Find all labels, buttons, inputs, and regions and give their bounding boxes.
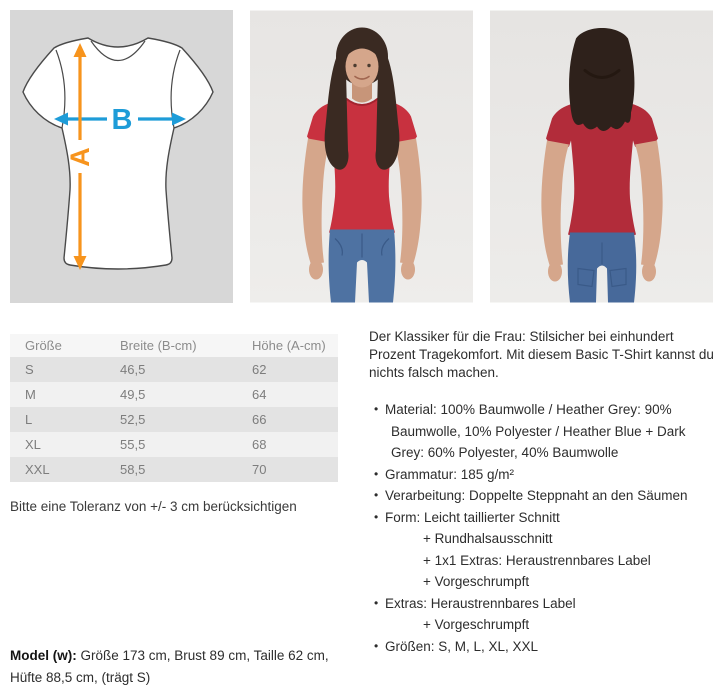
size-table-cell: S [25, 362, 34, 377]
model-front-illustration [250, 10, 473, 303]
size-table-cell: 46,5 [120, 362, 146, 377]
model-photo-back [490, 10, 713, 303]
size-table-header-row [10, 334, 338, 357]
model-info-label: Model (w): [10, 647, 77, 663]
size-table-row [10, 432, 338, 457]
feature-text: Grammatur: 185 g/m² [385, 466, 515, 482]
model-back-illustration [490, 10, 713, 303]
size-table-cell: 66 [252, 412, 267, 427]
feature-text: Form: Leicht taillierter Schnitt [385, 509, 560, 525]
size-table-cell: 52,5 [120, 412, 146, 427]
size-table [10, 334, 338, 482]
sub-feature-text: + Vorgeschrumpft [423, 574, 530, 589]
size-table-cell: 62 [252, 362, 267, 377]
sub-feature-text: + Vorgeschrumpft [423, 617, 530, 632]
size-table-cell: 49,5 [120, 387, 146, 402]
size-table-row [10, 407, 338, 432]
model-info-details: Größe 173 cm, Brust 89 cm, Taille 62 cm, Hüfte 88,5 cm, (trägt S) [10, 647, 329, 685]
product-description [369, 328, 715, 657]
height-label: A [65, 147, 95, 167]
feature-item [369, 399, 715, 464]
size-column-header: Breite (B-cm) [120, 334, 252, 357]
feature-item [369, 636, 715, 658]
size-table-cell: 55,5 [120, 437, 146, 452]
feature-text: Verarbeitung: Doppelte Steppnaht an den Säumen [385, 488, 688, 503]
model-photo-front [250, 10, 473, 303]
size-table-cell: XL [25, 437, 41, 452]
size-table-cell: XXL [25, 462, 50, 477]
size-table-cell: 68 [252, 437, 267, 452]
feature-item [369, 507, 715, 593]
size-table-cell: M [25, 387, 36, 402]
model-info [10, 645, 358, 689]
size-table-row [10, 457, 338, 482]
size-table-cell: 58,5 [120, 462, 146, 477]
size-table-body [10, 357, 338, 482]
size-diagram-graphic [10, 10, 233, 303]
size-table-cell: 64 [252, 387, 267, 402]
size-table-cell: L [25, 412, 33, 427]
feature-text: Extras: Heraustrennbares Label [385, 595, 576, 611]
product-images-row [10, 10, 713, 303]
width-label: B [111, 104, 133, 136]
size-table-row [10, 357, 338, 382]
feature-text: Größen: S, M, L, XL, XXL [385, 638, 539, 654]
size-table-row [10, 382, 338, 407]
feature-item [369, 464, 715, 486]
size-table-cell: 70 [252, 462, 267, 477]
sub-feature-text: + 1x1 Extras: Heraustrennbares Label [423, 552, 651, 568]
size-table-section [10, 334, 338, 514]
description-intro: Der Klassiker für die Frau: Stilsicher bei einhundert Prozent Tragekomfort. Mit diesem Basic T-Shirt kannst du nichts falsch machen. [369, 329, 714, 380]
tolerance-note: Bitte eine Toleranz von +/- 3 cm berücksichtigen [10, 499, 297, 514]
feature-item [369, 593, 715, 636]
size-column-header: Höhe (A-cm) [252, 334, 338, 357]
feature-list [369, 399, 715, 657]
feature-text: Material: 100% Baumwolle / Heather Grey: 90% Baumwolle, 10% Polyester / Heather Blue + Dark Grey: 60% Polyester, 40% Baumwolle [385, 402, 686, 460]
sub-feature-text: + Rundhalsausschnitt [423, 531, 553, 546]
size-diagram [10, 10, 233, 303]
size-column-header: Größe [10, 334, 120, 357]
feature-item [369, 485, 715, 507]
